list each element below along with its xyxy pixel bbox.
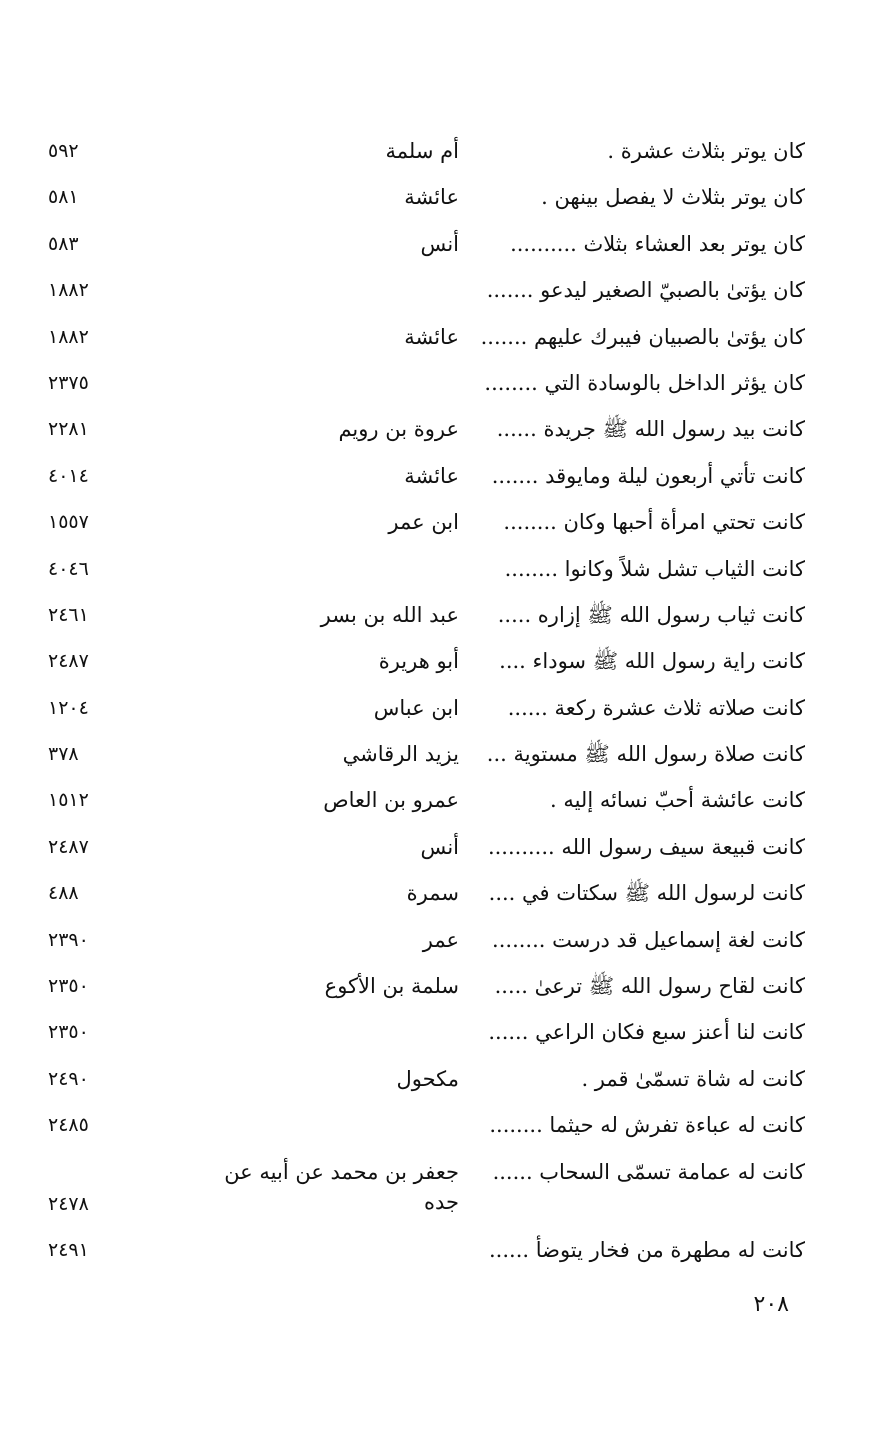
hadith-number: ٣٧٨ — [48, 743, 79, 766]
narrator-name: جعفر بن محمد عن أبيه عن جده — [224, 1159, 459, 1214]
hadith-number: ٢٤٨٧ — [48, 835, 89, 858]
hadith-number: ٤٠٤٦ — [48, 557, 89, 580]
index-entry — [0, 453, 891, 499]
narrator-name — [199, 1009, 459, 1017]
narrator-name: يزيد الرقاشي — [342, 742, 459, 767]
index-entry — [0, 870, 891, 916]
hadith-incipit: كانت ثياب رسول الله ﷺ إزاره ..... — [497, 602, 805, 627]
index-entry — [0, 731, 891, 777]
hadith-incipit: كانت له مطهرة من فخار يتوضأ ...... — [489, 1237, 805, 1262]
hadith-number: ١٢٠٤ — [48, 696, 89, 719]
narrator-name: عائشة — [404, 324, 459, 349]
index-entry — [0, 1009, 891, 1055]
hadith-number: ١٨٨٢ — [48, 325, 89, 348]
hadith-incipit: كانت قبيعة سيف رسول الله .......... — [487, 834, 805, 859]
hadith-number: ٢٢٨١ — [48, 418, 89, 441]
hadith-incipit: كانت لقاح رسول الله ﷺ ترعىٰ ..... — [494, 974, 805, 999]
narrator-name — [199, 360, 459, 368]
hadith-incipit: كان يؤتىٰ بالصبيّ الصغير ليدعو ....... — [486, 278, 805, 303]
narrator-name: عائشة — [404, 185, 459, 210]
index-entry — [0, 314, 891, 360]
hadith-incipit: كانت لرسول الله ﷺ سكتات في .... — [488, 881, 805, 906]
narrator-name: ابن عباس — [373, 695, 459, 720]
narrator-name: أبو هريرة — [378, 649, 459, 674]
index-entry — [0, 406, 891, 452]
hadith-number: ٤٨٨ — [48, 882, 79, 905]
narrator-name: عمر — [422, 927, 459, 952]
narrator-name: سمرة — [406, 881, 459, 906]
hadith-number: ١٥١٢ — [48, 789, 89, 812]
narrator-name — [199, 1102, 459, 1110]
hadith-number: ٢٤٨٥ — [48, 1114, 89, 1137]
narrator-name: أنس — [420, 231, 459, 256]
index-entry — [0, 360, 891, 406]
index-entry — [0, 917, 891, 963]
hadith-incipit: كانت بيد رسول الله ﷺ جريدة ...... — [496, 417, 805, 442]
hadith-incipit: كانت له شاة تسمّىٰ قمر . — [581, 1066, 805, 1091]
hadith-number: ١٥٥٧ — [48, 511, 89, 534]
narrator-name: عبد الله بن بسر — [320, 602, 459, 627]
hadith-number: ٢٤٦١ — [48, 603, 89, 626]
narrator-name: عمرو بن العاص — [323, 788, 459, 813]
hadith-number: ٢٤٩٠ — [48, 1067, 89, 1090]
index-entry — [0, 824, 891, 870]
narrator-name: أنس — [420, 834, 459, 859]
index-entry — [0, 685, 891, 731]
index-entry — [0, 1149, 891, 1227]
index-entry — [0, 1056, 891, 1102]
index-entry — [0, 963, 891, 1009]
index-entry — [0, 1102, 891, 1148]
hadith-incipit: كانت لغة إسماعيل قد درست ........ — [492, 927, 805, 952]
index-entry — [0, 128, 891, 174]
hadith-incipit: كان يؤتىٰ بالصبيان فيبرك عليهم ....... — [480, 324, 805, 349]
hadith-number: ٢٤٩١ — [48, 1238, 89, 1261]
narrator-name: سلمة بن الأكوع — [324, 974, 459, 999]
hadith-incipit: كانت صلاة رسول الله ﷺ مستوية ... — [486, 742, 805, 767]
hadith-incipit: كانت الثياب تشل شلاً وكانوا ........ — [504, 556, 805, 581]
hadith-incipit: كانت له عمامة تسمّى السحاب ...... — [492, 1159, 805, 1184]
hadith-incipit: كانت تحتي امرأة أحبها وكان ........ — [503, 510, 805, 535]
index-entry — [0, 499, 891, 545]
narrator-name: أم سلمة — [385, 139, 459, 163]
narrator-name — [199, 1227, 459, 1235]
hadith-number: ٢٣٩٠ — [48, 928, 89, 951]
index-list — [0, 128, 891, 1273]
hadith-number: ٥٨١ — [48, 186, 79, 209]
hadith-incipit: كان يوتر بثلاث عشرة . — [607, 139, 805, 163]
hadith-incipit: كان يؤثر الداخل بالوسادة التي ........ — [484, 370, 805, 395]
index-entry — [0, 267, 891, 313]
narrator-name — [199, 546, 459, 554]
index-entry — [0, 546, 891, 592]
narrator-name: عائشة — [404, 463, 459, 488]
hadith-incipit: كان يوتر بثلاث لا يفصل بينهن . — [541, 185, 805, 210]
hadith-incipit: كانت تأتي أربعون ليلة ومايوقد ....... — [491, 463, 805, 488]
narrator-name: مكحول — [396, 1066, 459, 1091]
hadith-incipit: كان يوتر بعد العشاء بثلاث .......... — [510, 231, 805, 256]
hadith-number: ٢٤٧٨ — [48, 1192, 89, 1215]
hadith-number: ٢٣٥٠ — [48, 1021, 89, 1044]
hadith-number: ٢٤٨٧ — [48, 650, 89, 673]
narrator-name: عروة بن رويم — [338, 417, 459, 442]
hadith-number: ١٨٨٢ — [48, 279, 89, 302]
hadith-number: ٢٣٥٠ — [48, 975, 89, 998]
hadith-number: ٢٣٧٥ — [48, 371, 89, 394]
index-entry — [0, 592, 891, 638]
hadith-number: ٥٩٢ — [48, 140, 79, 162]
narrator-name: ابن عمر — [388, 510, 459, 535]
hadith-incipit: كانت عائشة أحبّ نسائه إليه . — [549, 788, 805, 813]
index-entry — [0, 221, 891, 267]
page-number: ٢٠٨ — [753, 1292, 789, 1317]
index-entry — [0, 638, 891, 684]
hadith-incipit: كانت لنا أعنز سبع فكان الراعي ...... — [488, 1020, 805, 1045]
index-entry — [0, 174, 891, 220]
index-entry — [0, 1227, 891, 1273]
index-entry — [0, 777, 891, 823]
hadith-number: ٥٨٣ — [48, 232, 79, 255]
narrator-name — [199, 267, 459, 275]
hadith-incipit: كانت له عباءة تفرش له حيثما ........ — [489, 1113, 805, 1138]
hadith-incipit: كانت راية رسول الله ﷺ سوداء .... — [499, 649, 805, 674]
hadith-number: ٤٠١٤ — [48, 464, 89, 487]
hadith-incipit: كانت صلاته ثلاث عشرة ركعة ...... — [507, 695, 805, 720]
